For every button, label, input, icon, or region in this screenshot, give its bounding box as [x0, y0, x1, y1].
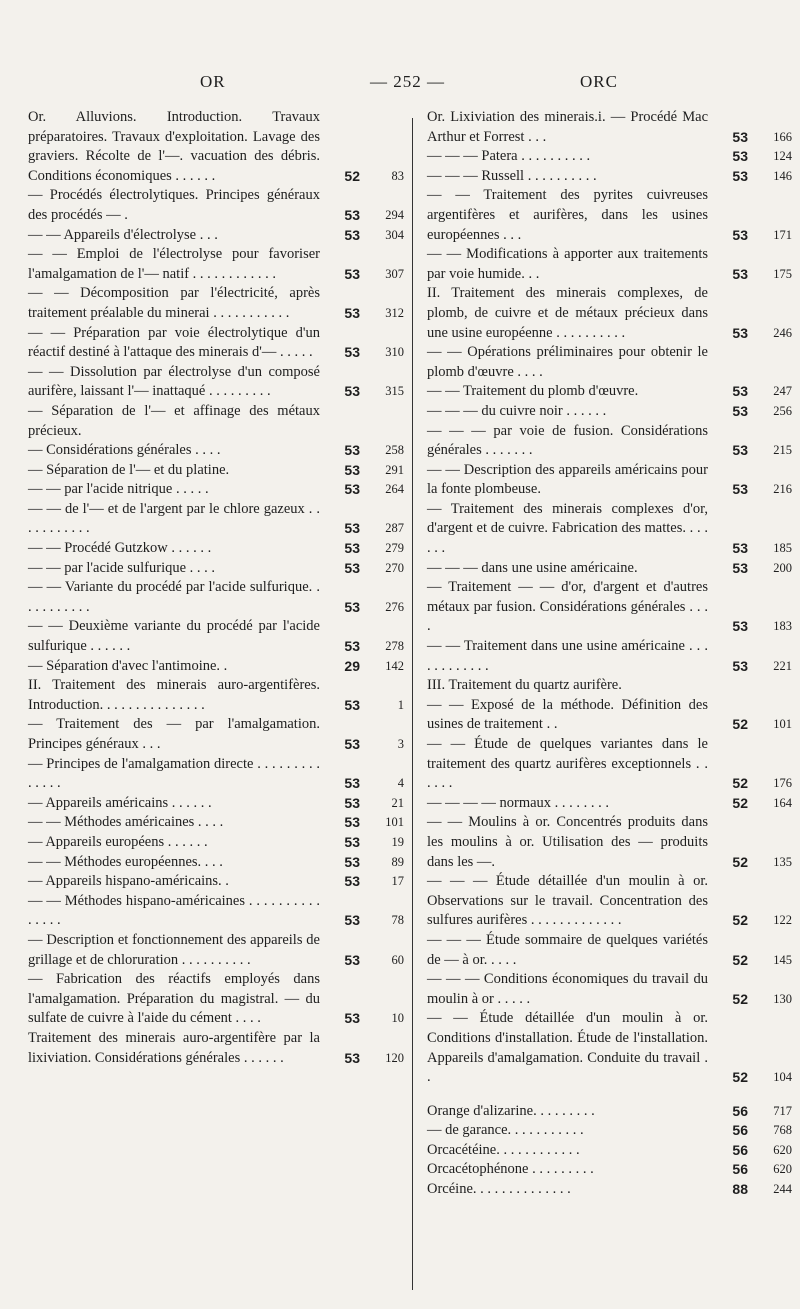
entry-text: — Séparation de l'— et du platine.	[28, 461, 230, 478]
index-entry	[28, 813, 404, 833]
index-entry	[28, 284, 404, 323]
entry-text: — — Traitement des pyrites cuivreuses argentifères et aurifères, dans les usines européennes . . .	[427, 187, 708, 243]
entry-page: 221	[773, 658, 792, 673]
entry-page: 101	[385, 815, 404, 830]
entry-page: 291	[385, 462, 404, 477]
entry-page: 135	[773, 854, 792, 869]
entry-volume: 53	[344, 638, 360, 655]
entry-text: — — — par voie de fusion. Considérations générales . . . . . . .	[427, 422, 708, 459]
entry-page: 244	[773, 1182, 792, 1197]
entry-volume: 53	[344, 696, 360, 713]
entry-text: — — Traitement du plomb d'œuvre.	[427, 383, 639, 400]
index-entry	[28, 441, 404, 461]
entry-text: Or. Lixiviation des minerais.i. — Procédé Mac Arthur et Forrest . . .	[427, 109, 708, 145]
entry-text: Orcacétophénone . . . . . . . . .	[427, 1161, 594, 1178]
index-entry	[28, 676, 404, 715]
running-header	[0, 72, 800, 96]
entry-text: — — Description des appareils américains pour la fonte plombeuse.	[427, 461, 708, 498]
index-entry	[28, 578, 404, 617]
entry-volume: 53	[732, 383, 748, 400]
entry-text: — — Méthodes américaines . . . .	[28, 814, 224, 831]
index-entry	[427, 382, 792, 402]
entry-volume: 53	[732, 559, 748, 576]
index-entry	[427, 970, 792, 1009]
index-entry	[28, 539, 404, 559]
index-entry	[427, 931, 792, 970]
index-entry	[427, 186, 792, 245]
entry-text: — de garance. . . . . . . . . . .	[427, 1122, 584, 1139]
entry-page: 215	[773, 443, 792, 458]
entry-page: 270	[385, 560, 404, 575]
entry-page: 146	[773, 168, 792, 183]
entry-text: — — Emploi de l'électrolyse pour favoriser l'amalgamation de l'— natif . . . . . . . . . . . .	[28, 246, 320, 282]
entry-text: Orcacétéine. . . . . . . . . . . .	[427, 1141, 580, 1158]
entry-volume: 88	[732, 1181, 748, 1198]
entry-page: 256	[773, 403, 792, 418]
entry-page: 258	[385, 443, 404, 458]
index-entry	[28, 715, 404, 754]
entry-text: — — Méthodes européennes. . . .	[28, 853, 223, 870]
index-entry	[427, 108, 792, 147]
entry-page: 175	[773, 266, 792, 281]
index-entry	[28, 853, 404, 873]
entry-text: — Traitement des — par l'amalgamation. Principes généraux . . .	[28, 716, 320, 752]
entry-text: — Séparation d'avec l'antimoine. .	[28, 657, 228, 674]
entry-text: — — Décomposition par l'électricité, après traitement préalable du minerai . . . . . . . . . . .	[28, 285, 320, 321]
entry-text: — — Préparation par voie électrolytique d'un réactif destiné à l'attaque des minerais d'— . . . . .	[28, 324, 320, 361]
entry-page: 287	[385, 521, 404, 536]
index-entry	[28, 108, 404, 186]
entry-text: — — de l'— et de l'argent par le chlore gazeux . . . . . . . . . . .	[28, 500, 320, 537]
index-entry	[427, 1180, 792, 1200]
index-entry	[427, 1160, 792, 1180]
entry-volume: 53	[344, 383, 360, 400]
entry-page: 3	[397, 737, 404, 751]
entry-text: — — — Patera . . . . . . . . . .	[427, 148, 591, 165]
entry-page: 315	[385, 384, 404, 399]
entry-volume: 52	[732, 912, 748, 929]
index-entry	[427, 461, 792, 500]
index-entry	[427, 167, 792, 187]
entry-text: II. Traitement des minerais auro-argentifères. Introduction. . . . . . . . . . . . . . .	[28, 677, 320, 713]
entry-volume: 53	[344, 1010, 360, 1027]
entry-volume: 52	[732, 775, 748, 792]
index-entry	[28, 657, 404, 677]
entry-page: 304	[385, 227, 404, 242]
entry-page: 89	[391, 854, 404, 869]
entry-page: 19	[391, 834, 404, 849]
index-entry	[427, 794, 792, 814]
entry-text: — — — — normaux . . . . . . . .	[427, 794, 610, 811]
entry-text: Traitement des minerais auro-argentifère par la lixiviation. Considérations générales . . . . . .	[28, 1029, 320, 1066]
index-entry	[28, 794, 404, 814]
index-entry	[427, 1121, 792, 1141]
entry-volume: 53	[732, 442, 748, 459]
entry-page: 60	[391, 952, 404, 967]
entry-volume: 53	[732, 402, 748, 419]
entry-volume: 56	[732, 1122, 748, 1139]
entry-volume: 53	[344, 559, 360, 576]
entry-volume: 53	[732, 167, 748, 184]
entry-volume: 53	[344, 461, 360, 478]
entry-text: — — — Russell . . . . . . . . . .	[427, 167, 597, 184]
entry-page: 620	[773, 1142, 792, 1157]
index-entry	[28, 461, 404, 481]
entry-page: 1	[397, 697, 404, 712]
entry-volume: 53	[344, 873, 360, 890]
index-entry	[427, 402, 792, 422]
entry-page: 176	[773, 776, 792, 791]
entry-volume: 53	[732, 128, 748, 145]
entry-text: — — — Étude sommaire de quelques variétés de — à or. . . . .	[427, 931, 708, 968]
index-entry	[427, 1009, 792, 1087]
entry-volume: 53	[344, 833, 360, 850]
entry-volume: 53	[732, 324, 748, 341]
index-entry	[427, 696, 792, 735]
entry-text: Orange d'alizarine. . . . . . . . .	[427, 1102, 595, 1119]
entry-text: — — Méthodes hispano-américaines . . . . . . . . . . . . . . .	[28, 892, 320, 929]
entry-volume: 52	[732, 853, 748, 870]
index-entry	[427, 813, 792, 872]
entry-page: 166	[773, 129, 792, 144]
entry-page: 124	[773, 149, 792, 164]
entry-volume: 53	[344, 794, 360, 811]
index-entry	[28, 755, 404, 794]
entry-text: — — — du cuivre noir . . . . . .	[427, 402, 607, 419]
index-entry	[427, 245, 792, 284]
entry-volume: 53	[732, 226, 748, 243]
index-entry	[427, 1102, 792, 1122]
entry-volume: 52	[732, 1069, 748, 1086]
index-entry	[427, 1141, 792, 1161]
entry-volume: 52	[344, 167, 360, 184]
entry-volume: 53	[344, 912, 360, 929]
entry-text: — — Opérations préliminaires pour obtenir le plomb d'œuvre . . . .	[427, 344, 708, 380]
entry-volume: 53	[732, 618, 748, 635]
entry-volume: 53	[732, 148, 748, 165]
entry-volume: 53	[344, 344, 360, 361]
header-right: ORC	[580, 72, 618, 91]
entry-text: — Séparation de l'— et affinage des métaux précieux.	[28, 402, 320, 439]
entry-page: 185	[773, 541, 792, 556]
index-entry	[427, 500, 792, 559]
entry-page: 142	[385, 658, 404, 673]
entry-volume: 53	[344, 1049, 360, 1066]
entry-page: 171	[773, 227, 792, 242]
index-entry	[427, 284, 792, 343]
entry-page: 145	[773, 952, 792, 967]
entry-page: 4	[397, 776, 404, 791]
entry-text: — Appareils hispano-américains. .	[28, 873, 229, 890]
index-entry	[28, 872, 404, 892]
entry-text: — — — Étude détaillée d'un moulin à or. Observations sur le travail. Concentration des sulfures aurifères . . . . . . . . . . . . .	[427, 873, 708, 929]
entry-page: 83	[391, 168, 404, 183]
index-entry	[427, 343, 792, 382]
entry-page: 104	[773, 1070, 792, 1085]
index-entry	[427, 735, 792, 794]
entry-text: — — — Conditions économiques du travail du moulin à or . . . . .	[427, 971, 708, 1007]
entry-volume: 52	[732, 716, 748, 733]
entry-page: 620	[773, 1162, 792, 1177]
entry-page: 78	[391, 913, 404, 928]
entry-volume: 53	[344, 206, 360, 223]
index-entry	[28, 500, 404, 539]
entry-volume: 53	[344, 853, 360, 870]
entry-page: 310	[385, 345, 404, 360]
entry-volume: 53	[732, 657, 748, 674]
index-entry	[28, 324, 404, 363]
entry-text: — — Modifications à apporter aux traitements par voie humide. . .	[427, 246, 708, 282]
entry-volume: 53	[344, 775, 360, 792]
entry-volume: 53	[344, 520, 360, 537]
index-entry	[28, 970, 404, 1029]
entry-page: 21	[391, 795, 404, 810]
entry-text: II. Traitement des minerais complexes, de plomb, de cuivre et de métaux précieux dans une usine européenne . . . . . . . . . .	[427, 285, 708, 341]
index-entry	[28, 402, 404, 441]
entry-volume: 53	[732, 481, 748, 498]
entry-text: — — Dissolution par électrolyse d'un composé aurifère, laissant l'— inattaqué . . . . . . . . .	[28, 363, 320, 400]
entry-page: 294	[385, 207, 404, 222]
entry-text: — — Étude détaillée d'un moulin à or. Conditions d'installation. Étude de l'installation. Appareils d'amalgamation. Conduite du travail . .	[427, 1010, 708, 1086]
entry-volume: 53	[344, 265, 360, 282]
entry-volume: 53	[344, 736, 360, 752]
entry-page: 312	[385, 305, 404, 320]
entry-page: 247	[773, 384, 792, 399]
index-entry	[427, 872, 792, 931]
entry-page: 768	[773, 1123, 792, 1138]
index-entry	[28, 559, 404, 579]
entry-volume: 52	[732, 951, 748, 968]
entry-page: 122	[773, 913, 792, 928]
entry-page: 307	[385, 266, 404, 281]
index-entry	[427, 147, 792, 167]
entry-volume: 56	[732, 1141, 748, 1158]
column-divider	[412, 118, 413, 1290]
index-entry	[427, 559, 792, 579]
entry-text: — Principes de l'amalgamation directe . . . . . . . . . . . . . .	[28, 755, 320, 792]
entry-volume: 29	[344, 657, 360, 674]
index-entry	[427, 578, 792, 637]
index-entry	[28, 617, 404, 656]
index-entry	[427, 637, 792, 676]
entry-page: 246	[773, 325, 792, 340]
entry-text: III. Traitement du quartz aurifère.	[427, 677, 622, 694]
header-page-number: — 252 —	[370, 72, 445, 91]
entry-text: — — Exposé de la méthode. Définition des usines de traitement . .	[427, 696, 708, 733]
entry-volume: 56	[732, 1102, 748, 1119]
index-entry	[28, 363, 404, 402]
entry-text: — Description et fonctionnement des appareils de grillage et de chloruration . . . . . . . . . .	[28, 931, 320, 968]
index-entry	[28, 480, 404, 500]
entry-text: — — Moulins à or. Concentrés produits dans les moulins à or. Utilisation des — produits dans les —.	[427, 814, 708, 870]
entry-volume: 53	[344, 540, 360, 557]
entry-page: 101	[773, 717, 792, 732]
entry-volume: 53	[732, 265, 748, 282]
entry-text: — Traitement — — d'or, d'argent et d'autres métaux par fusion. Considérations générales . . . .	[427, 579, 708, 635]
index-entry	[28, 186, 404, 225]
right-column	[427, 108, 792, 1200]
entry-volume: 53	[344, 598, 360, 615]
entry-text: — — Deuxième variante du procédé par l'acide sulfurique . . . . . .	[28, 618, 320, 655]
entry-volume: 52	[732, 990, 748, 1007]
entry-page: 130	[773, 991, 792, 1006]
entry-text: — — Procédé Gutzkow . . . . . .	[28, 540, 212, 557]
index-entry	[28, 1029, 404, 1068]
entry-volume: 52	[732, 794, 748, 811]
entry-page: 10	[391, 1011, 404, 1026]
entry-text: — Appareils européens . . . . . .	[28, 833, 208, 850]
entry-page: 216	[773, 482, 792, 497]
entry-page: 200	[773, 560, 792, 575]
entry-volume: 53	[344, 481, 360, 498]
entry-volume: 53	[344, 951, 360, 968]
entry-text: — Appareils américains . . . . . .	[28, 794, 212, 811]
entry-text: — — Variante du procédé par l'acide sulfurique. . . . . . . . . . .	[28, 579, 320, 615]
entry-page: 17	[391, 874, 404, 889]
entry-volume: 53	[344, 226, 360, 243]
entry-text: — Traitement des minerais complexes d'or, d'argent et de cuivre. Fabrication des mattes. . . . . . .	[427, 500, 708, 557]
entry-volume: 53	[344, 442, 360, 459]
entry-page: 264	[385, 482, 404, 497]
left-column	[28, 108, 404, 1068]
entry-text: Orcéine. . . . . . . . . . . . . .	[427, 1181, 571, 1198]
entry-text: — Procédés électrolytiques. Principes généraux des procédés — .	[28, 187, 320, 223]
index-entry	[28, 833, 404, 853]
entry-volume: 53	[732, 540, 748, 557]
entry-text: — — par l'acide sulfurique . . . .	[28, 559, 216, 576]
entry-page: 164	[773, 795, 792, 810]
entry-text: — Fabrication des réactifs employés dans l'amalgamation. Préparation du magistral. — du sulfate de cuivre à l'aide du cément . . . .	[28, 971, 320, 1027]
index-entry	[28, 892, 404, 931]
entry-page: 120	[385, 1050, 404, 1065]
index-entry	[28, 226, 404, 246]
entry-page: 279	[385, 541, 404, 556]
header-left: OR	[200, 72, 226, 91]
entry-page: 183	[773, 619, 792, 634]
index-entry	[28, 245, 404, 284]
entry-text: — — Étude de quelques variantes dans le traitement des quartz aurifères exceptionnels . . . . . .	[427, 736, 708, 792]
entry-volume: 56	[732, 1161, 748, 1178]
entry-text: Or. Alluvions. Introduction. Travaux préparatoires. Travaux d'exploitation. Lavage des graviers. Récolte de l'—. vacuation des débris. Conditions économiques . . . . . .	[28, 109, 320, 184]
entry-volume: 53	[344, 814, 360, 831]
index-entry	[427, 676, 792, 696]
entry-text: — — — dans une usine américaine.	[427, 559, 638, 576]
entry-page: 278	[385, 639, 404, 654]
entry-text: — — Traitement dans une usine américaine . . . . . . . . . . . .	[427, 638, 708, 674]
entry-text: — Considérations générales . . . .	[28, 442, 221, 459]
entry-page: 276	[385, 599, 404, 614]
index-entry	[28, 931, 404, 970]
entry-text: — — Appareils d'électrolyse . . .	[28, 226, 218, 243]
entry-page: 717	[773, 1103, 792, 1118]
entry-volume: 53	[344, 304, 360, 321]
entry-text: — — par l'acide nitrique . . . . .	[28, 481, 209, 498]
index-entry	[427, 422, 792, 461]
